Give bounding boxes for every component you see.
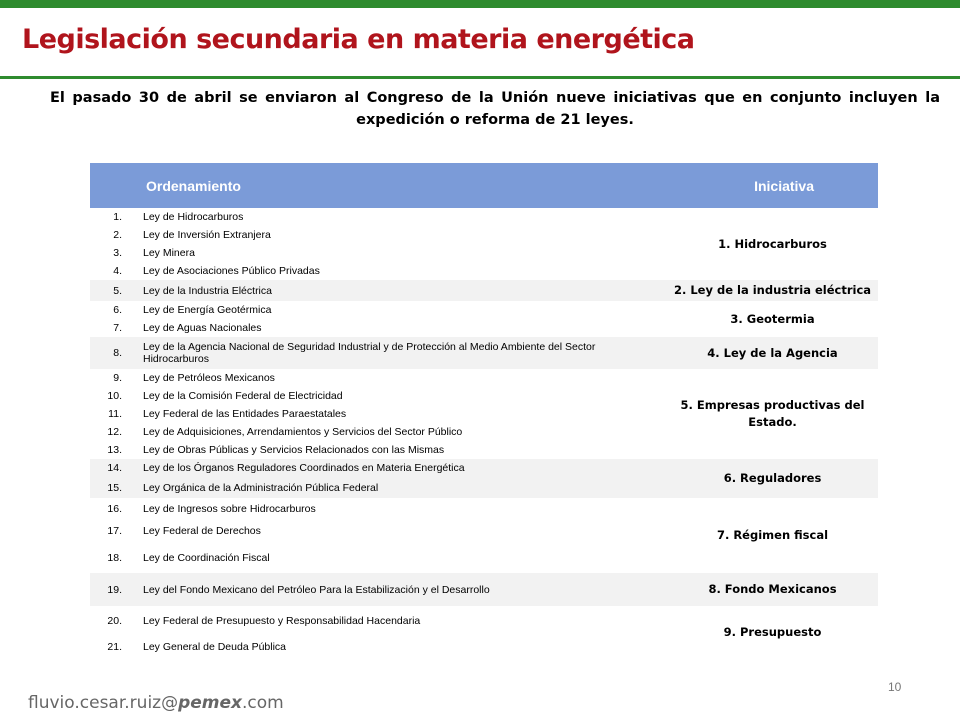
- table-row: [90, 369, 878, 387]
- law-name: Ley de Ingresos sobre Hidrocarburos: [127, 498, 667, 520]
- row-number: 5.: [90, 280, 127, 301]
- table-row: [90, 498, 878, 520]
- initiative-cell: 3. Geotermia: [667, 301, 878, 337]
- title-underline: [0, 76, 960, 79]
- table-row: [90, 301, 878, 319]
- footer-email: [28, 693, 284, 713]
- row-number: 13.: [90, 441, 127, 459]
- row-number: 3.: [90, 244, 127, 262]
- row-number: 11.: [90, 405, 127, 423]
- email-tld: .com: [242, 693, 284, 713]
- row-number: 4.: [90, 262, 127, 280]
- row-number: 8.: [90, 337, 127, 369]
- row-number: 7.: [90, 319, 127, 337]
- row-number: 17.: [90, 520, 127, 542]
- row-number: 2.: [90, 226, 127, 244]
- initiative-cell: 1. Hidrocarburos: [667, 208, 878, 280]
- initiative-cell: 7. Régimen fiscal: [667, 498, 878, 573]
- email-user: fluvio.cesar.ruiz@: [28, 693, 179, 713]
- initiative-cell: 9. Presupuesto: [667, 606, 878, 658]
- law-name: Ley de la Comisión Federal de Electricidad: [127, 387, 667, 405]
- law-name: Ley de los Órganos Reguladores Coordinados en Materia Energética: [127, 459, 667, 477]
- page-number: 10: [888, 680, 902, 694]
- table-row: [90, 459, 878, 477]
- table-row: [90, 280, 878, 301]
- row-number: 9.: [90, 369, 127, 387]
- table-row: [90, 337, 878, 369]
- law-name: Ley de Hidrocarburos: [127, 208, 667, 226]
- law-name: Ley Federal de las Entidades Paraestatales: [127, 405, 667, 423]
- row-number: 21.: [90, 636, 127, 658]
- law-name: Ley de Energía Geotérmica: [127, 301, 667, 319]
- law-name: Ley de Coordinación Fiscal: [127, 542, 667, 573]
- row-number: 20.: [90, 606, 127, 636]
- law-name: Ley Minera: [127, 244, 667, 262]
- header-iniciativa: Iniciativa: [667, 163, 878, 208]
- row-number: 1.: [90, 208, 127, 226]
- law-name: Ley de Aguas Nacionales: [127, 319, 667, 337]
- top-accent-bar: [0, 0, 960, 8]
- law-name: Ley Orgánica de la Administración Pública Federal: [127, 477, 667, 498]
- law-name: Ley de Adquisiciones, Arrendamientos y Servicios del Sector Público: [127, 423, 667, 441]
- law-name: Ley General de Deuda Pública: [127, 636, 667, 658]
- row-number: 18.: [90, 542, 127, 573]
- law-name: Ley Federal de Presupuesto y Responsabilidad Hacendaria: [127, 606, 667, 636]
- table-header-row: [90, 163, 878, 208]
- email-domain: pemex: [178, 693, 243, 713]
- row-number: 10.: [90, 387, 127, 405]
- initiative-cell: 4. Ley de la Agencia: [667, 337, 878, 369]
- table-row: [90, 573, 878, 606]
- row-number: 12.: [90, 423, 127, 441]
- law-name: Ley de Asociaciones Público Privadas: [127, 262, 667, 280]
- initiative-cell: 2. Ley de la industria eléctrica: [667, 280, 878, 301]
- law-name: Ley Federal de Derechos: [127, 520, 667, 542]
- row-number: 15.: [90, 477, 127, 498]
- law-name: Ley de Obras Públicas y Servicios Relacionados con las Mismas: [127, 441, 667, 459]
- initiative-cell: 8. Fondo Mexicanos: [667, 573, 878, 606]
- initiative-cell: 6. Reguladores: [667, 459, 878, 498]
- slide-title: Legislación secundaria en materia energética: [22, 24, 695, 55]
- law-name: Ley de la Industria Eléctrica: [127, 280, 667, 301]
- law-name: Ley del Fondo Mexicano del Petróleo Para la Estabilización y el Desarrollo: [127, 573, 667, 606]
- legislation-table: [90, 163, 878, 658]
- table-row: [90, 606, 878, 636]
- initiative-cell: 5. Empresas productivas del Estado.: [667, 369, 878, 459]
- row-number: 16.: [90, 498, 127, 520]
- row-number: 6.: [90, 301, 127, 319]
- table-row: [90, 208, 878, 226]
- intro-paragraph: El pasado 30 de abril se enviaron al Congreso de la Unión nueve iniciativas que en conjunto incluyen la expedición o reforma de 21 leyes.: [50, 90, 940, 128]
- law-name: Ley de Inversión Extranjera: [127, 226, 667, 244]
- row-number: 19.: [90, 573, 127, 606]
- header-ordenamiento: Ordenamiento: [90, 163, 667, 208]
- law-name: Ley de la Agencia Nacional de Seguridad Industrial y de Protección al Medio Ambiente del Sector Hidrocarburos: [127, 337, 667, 369]
- row-number: 14.: [90, 459, 127, 477]
- law-name: Ley de Petróleos Mexicanos: [127, 369, 667, 387]
